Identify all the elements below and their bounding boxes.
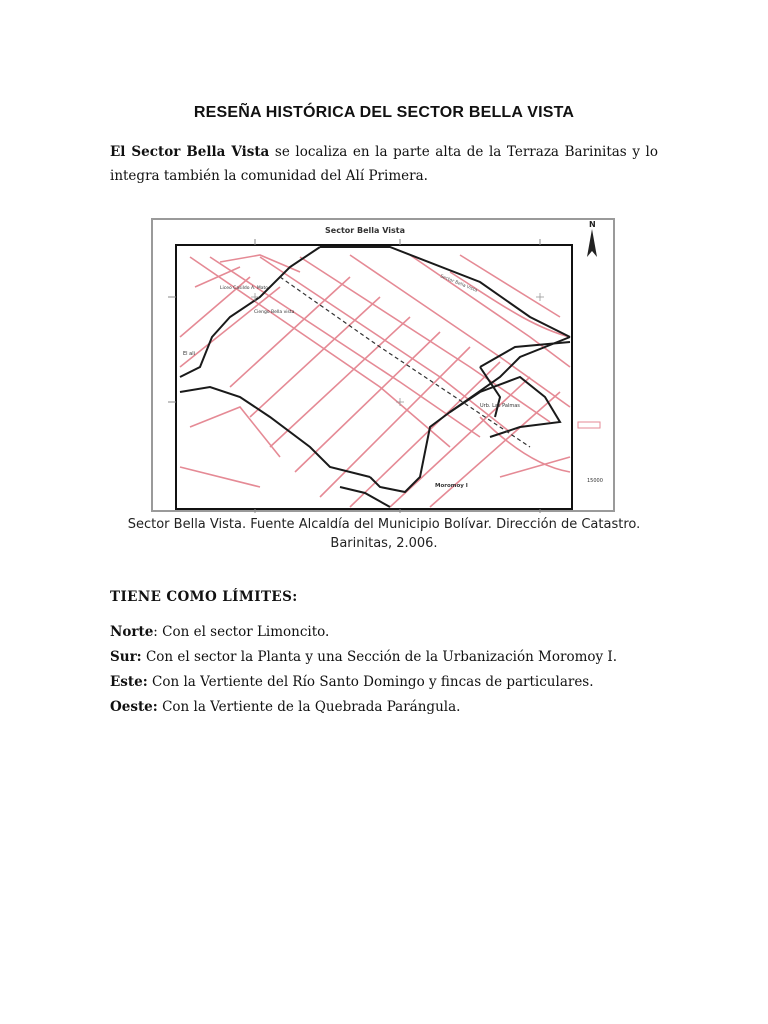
- limit-label: Norte: [110, 624, 154, 640]
- limit-sep: :: [153, 624, 163, 640]
- limit-oeste: [110, 698, 460, 716]
- limit-text: Con el sector la Planta y una Sección de la Urbanización Moromoy I.: [145, 649, 618, 665]
- label-ciengo: Ciengo Bella vista: [254, 310, 295, 315]
- limits-heading: TIENE COMO LÍMITES:: [110, 589, 298, 605]
- map-scale-label: 15000: [587, 478, 603, 484]
- limit-label: Oeste:: [110, 699, 158, 715]
- intro-bold-lead: El Sector Bella Vista: [110, 144, 270, 160]
- limit-este: [110, 673, 594, 691]
- limit-norte: [110, 623, 329, 641]
- intro-text: se localiza en la parte alta de la Terraza Barinitas y lo integra también la comunidad del Alí Primera.: [110, 144, 658, 184]
- limit-label: Este:: [110, 674, 148, 690]
- document-title: RESEÑA HISTÓRICA DEL SECTOR BELLA VISTA: [193, 104, 575, 121]
- figure-caption: Sector Bella Vista. Fuente Alcaldía del Municipio Bolívar. Dirección de Catastro. Barinitas, 2.006.: [127, 517, 641, 551]
- label-urb: Urb. Las Palmas: [480, 403, 520, 409]
- limit-text: Con la Vertiente del Río Santo Domingo y fincas de particulares.: [152, 674, 594, 690]
- limit-sur: [110, 648, 617, 666]
- label-sector-bella-vista: Sector Bella Vista: [439, 274, 478, 294]
- north-label: N: [589, 220, 596, 229]
- label-liceo: Liceo Casildo A. Mato: [220, 286, 268, 291]
- sector-map-figure: [150, 217, 616, 513]
- limit-text: Con el sector Limoncito.: [162, 624, 330, 640]
- label-moromoy: Moromoy I: [435, 483, 468, 489]
- label-ali: El ali: [183, 351, 195, 357]
- limit-label: Sur:: [110, 649, 142, 665]
- map-inner-frame: [176, 245, 572, 509]
- intro-paragraph: [110, 140, 658, 188]
- sector-map: [150, 217, 616, 513]
- map-title: Sector Bella Vista: [325, 226, 405, 235]
- limit-text: Con la Vertiente de la Quebrada Parángula.: [162, 699, 461, 715]
